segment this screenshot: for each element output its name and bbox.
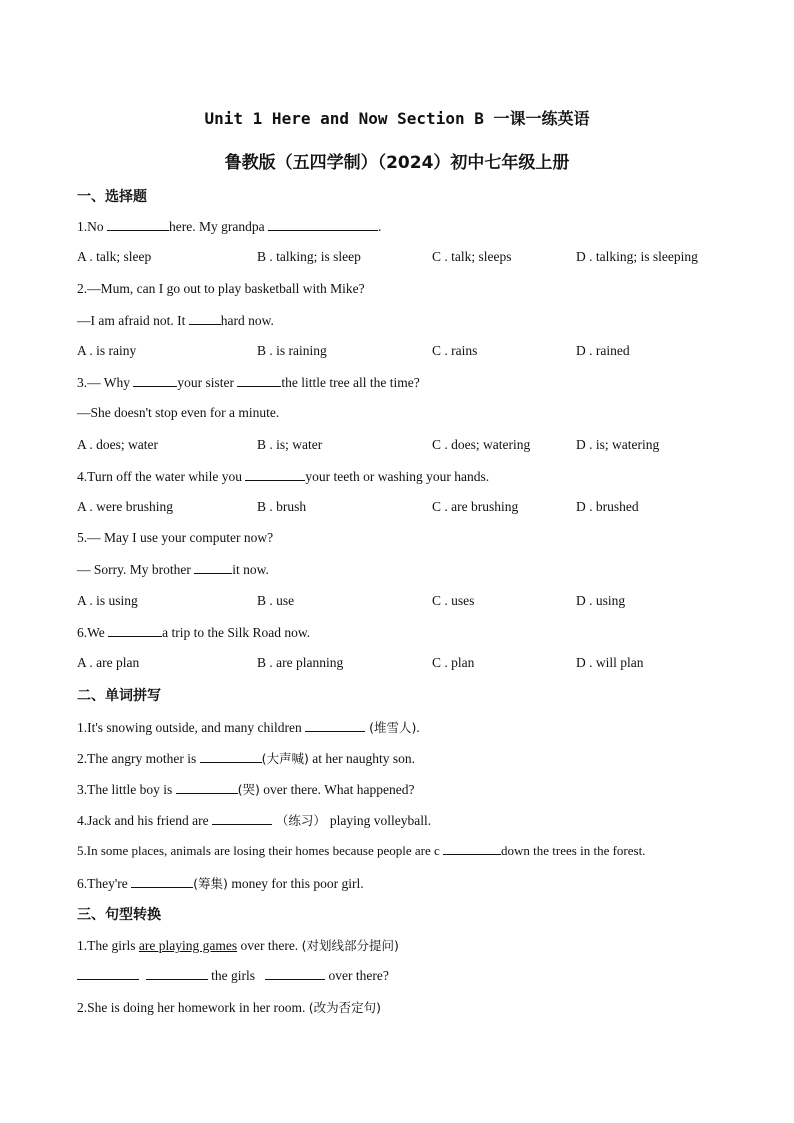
question-text: 1.It's snowing outside, and many children xyxy=(77,720,306,735)
question-text: hard now. xyxy=(220,313,274,328)
question-text: 6.We xyxy=(77,625,109,640)
question-3 xyxy=(77,374,420,391)
question-text: 4.Turn off the water while you xyxy=(77,469,246,484)
question-6 xyxy=(77,624,310,641)
worksheet-title-line2: 鲁教版（五四学制）（2024）初中七年级上册 xyxy=(224,153,570,173)
chinese-hint: (堆雪人) xyxy=(365,720,417,735)
question-2 xyxy=(77,312,274,329)
answer-blank[interactable] xyxy=(133,374,177,387)
option-b[interactable]: B . brush xyxy=(257,499,307,514)
option-d[interactable]: D . is; watering xyxy=(576,437,660,452)
option-d[interactable]: D . using xyxy=(576,593,626,608)
transform-question-2 xyxy=(77,998,381,1016)
question-text: over there. What happened? xyxy=(259,782,415,797)
question-2-prompt: 2.—Mum, can I go out to play basketball with Mike? xyxy=(77,281,365,296)
section-heading-spelling: 二、单词拼写 xyxy=(77,688,161,704)
answer-blank[interactable] xyxy=(245,468,305,481)
question-text: . xyxy=(377,219,382,234)
option-c[interactable]: C . talk; sleeps xyxy=(432,249,512,264)
question-3-response: —She doesn't stop even for a minute. xyxy=(77,405,280,420)
chinese-hint: (哭) xyxy=(237,782,260,797)
spelling-question-5 xyxy=(77,842,645,859)
option-b[interactable]: B . is raining xyxy=(257,343,327,358)
option-b[interactable]: B . are planning xyxy=(257,655,344,670)
question-text: 6.They're xyxy=(77,876,132,891)
answer-blank[interactable] xyxy=(265,967,325,980)
option-a[interactable]: A . is rainy xyxy=(77,343,137,358)
option-c[interactable]: C . does; watering xyxy=(432,437,531,452)
worksheet-title-line1: Unit 1 Here and Now Section B 一课一练英语 xyxy=(204,109,590,128)
section-heading-multiple-choice: 一、选择题 xyxy=(77,189,147,205)
option-a[interactable]: A . are plan xyxy=(77,655,140,670)
option-a[interactable]: A . talk; sleep xyxy=(77,249,152,264)
question-text: the little tree all the time? xyxy=(281,375,420,390)
option-d[interactable]: D . talking; is sleeping xyxy=(576,249,698,264)
spelling-question-4 xyxy=(77,811,431,829)
question-text: it now. xyxy=(232,562,269,577)
answer-blank[interactable] xyxy=(176,781,238,794)
answer-blank[interactable] xyxy=(305,719,365,732)
question-text: 1.The girls xyxy=(77,938,139,953)
question-text: a trip to the Silk Road now. xyxy=(162,625,311,640)
option-d[interactable]: D . will plan xyxy=(576,655,644,670)
answer-blank[interactable] xyxy=(108,624,162,637)
answer-blank[interactable] xyxy=(189,312,221,325)
instruction-note: (改为否定句) xyxy=(308,1000,381,1015)
answer-blank[interactable] xyxy=(194,561,232,574)
option-a[interactable]: A . is using xyxy=(77,593,138,608)
question-5 xyxy=(77,561,269,578)
question-text: 3.— Why xyxy=(77,375,134,390)
question-text: down the trees in the forest. xyxy=(501,843,646,858)
chinese-hint: （练习） xyxy=(271,813,330,828)
spelling-question-6 xyxy=(77,874,364,892)
question-text: over there. xyxy=(237,938,302,953)
option-c[interactable]: C . rains xyxy=(432,343,478,358)
answer-blank[interactable] xyxy=(200,750,262,763)
option-c[interactable]: C . plan xyxy=(432,655,475,670)
option-a[interactable]: A . does; water xyxy=(77,437,158,452)
question-5-prompt: 5.— May I use your computer now? xyxy=(77,530,274,545)
question-text: at her naughty son. xyxy=(308,751,415,766)
question-text: 5.In some places, animals are losing their homes because people are c xyxy=(77,843,444,858)
section-heading-sentence-transformation: 三、句型转换 xyxy=(77,907,161,923)
option-c[interactable]: C . uses xyxy=(432,593,475,608)
chinese-hint: (筹集) xyxy=(193,876,228,891)
question-text: 1.No xyxy=(77,219,107,234)
spelling-question-1 xyxy=(77,718,420,736)
question-text: 2.She is doing her homework in her room. xyxy=(77,1000,309,1015)
answer-blank[interactable] xyxy=(131,875,193,888)
answer-blank[interactable] xyxy=(77,967,139,980)
question-text: over there? xyxy=(325,968,389,983)
question-text: 4.Jack and his friend are xyxy=(77,813,212,828)
answer-blank[interactable] xyxy=(212,812,272,825)
question-text: the girls xyxy=(207,968,259,983)
option-b[interactable]: B . is; water xyxy=(257,437,323,452)
question-4 xyxy=(77,468,489,485)
answer-blank[interactable] xyxy=(237,374,281,387)
question-text: — Sorry. My brother xyxy=(77,562,195,577)
question-text: 3.The little boy is xyxy=(77,782,176,797)
chinese-hint: (大声喊) xyxy=(261,751,309,766)
question-text: —I am afraid not. It xyxy=(77,313,189,328)
question-text: your teeth or washing your hands. xyxy=(305,469,490,484)
question-text: 2.The angry mother is xyxy=(77,751,200,766)
question-text: your sister xyxy=(177,375,238,390)
question-text: playing volleyball. xyxy=(329,813,432,828)
transform-question-1 xyxy=(77,936,399,954)
question-text: here. My grandpa xyxy=(169,219,268,234)
question-text: . xyxy=(416,720,420,735)
option-b[interactable]: B . talking; is sleep xyxy=(257,249,361,264)
question-1 xyxy=(77,218,381,235)
answer-blank[interactable] xyxy=(443,842,501,855)
question-text: money for this poor girl. xyxy=(227,876,364,891)
option-b[interactable]: B . use xyxy=(257,593,295,608)
option-c[interactable]: C . are brushing xyxy=(432,499,519,514)
answer-blank[interactable] xyxy=(268,218,378,231)
underlined-phrase: are playing games xyxy=(138,938,238,953)
option-a[interactable]: A . were brushing xyxy=(77,499,173,514)
spelling-question-2 xyxy=(77,749,415,767)
instruction-note: (对划线部分提问) xyxy=(301,938,399,953)
option-d[interactable]: D . brushed xyxy=(576,499,639,514)
option-d[interactable]: D . rained xyxy=(576,343,630,358)
spelling-question-3 xyxy=(77,780,414,798)
transform-question-1-answer xyxy=(77,967,389,984)
answer-blank[interactable] xyxy=(146,967,208,980)
answer-blank[interactable] xyxy=(107,218,169,231)
